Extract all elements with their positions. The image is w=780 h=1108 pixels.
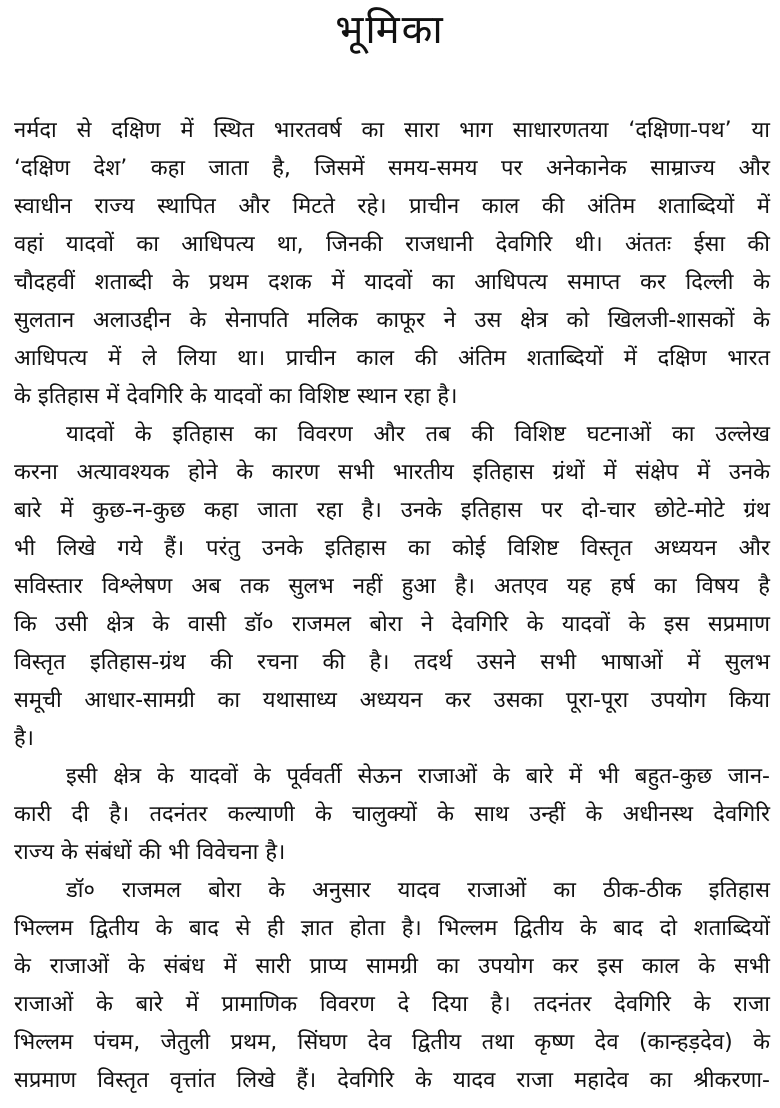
paragraph-1-line: वहां यादवों का आधिपत्य था, जिनकी राजधानी देवगिरि थी। अंततः ईसा की bbox=[14, 232, 770, 257]
paragraph-2-line: समूची आधार-सामग्री का यथासाध्य अध्ययन कर उसका पूरा-पूरा उपयोग किया bbox=[14, 688, 770, 713]
paragraph-1-line: नर्मदा से दक्षिण में स्थित भारतवर्ष का सारा भाग साधारणतया ‘दक्षिणा-पथ’ या bbox=[14, 118, 770, 143]
paragraph-4-line: के राजाओं के संबंध में सारी प्राप्य सामग्री का उपयोग कर इस काल के सभी bbox=[14, 954, 770, 979]
page-title: भूमिका bbox=[335, 7, 445, 53]
paragraph-1-line: आधिपत्य में ले लिया था। प्राचीन काल की अंतिम शताब्दियों में दक्षिण भारत bbox=[14, 346, 770, 371]
paragraph-1-line: स्वाधीन राज्य स्थापित और मिटते रहे। प्राचीन काल की अंतिम शताब्दियों में bbox=[14, 194, 770, 219]
paragraph-4-line: भिल्लम द्वितीय के बाद से ही ज्ञात होता है। भिल्लम द्वितीय के बाद दो शताब्दियों bbox=[14, 916, 770, 941]
document-body bbox=[14, 112, 770, 1100]
paragraph-2-line: विस्तृत इतिहास-ग्रंथ की रचना की है। तदर्थ उसने सभी भाषाओं में सुलभ bbox=[14, 650, 770, 675]
paragraph-2-line: है। bbox=[14, 726, 35, 751]
paragraph-2-line: बारे में कुछ-न-कुछ कहा जाता रहा है। उनके इतिहास पर दो-चार छोटे-मोटे ग्रंथ bbox=[14, 498, 770, 523]
paragraph-1-line: चौदहवीं शताब्दी के प्रथम दशक में यादवों का आधिपत्य समाप्त कर दिल्ली के bbox=[14, 270, 770, 295]
paragraph-2-line: सविस्तार विश्लेषण अब तक सुलभ नहीं हुआ है। अतएव यह हर्ष का विषय है bbox=[14, 574, 770, 599]
paragraph-3-line: कारी दी है। तदनंतर कल्याणी के चालुक्यों के साथ उन्हीं के अधीनस्थ देवगिरि bbox=[14, 802, 770, 827]
paragraph-4-line: डॉ० राजमल बोरा के अनुसार यादव राजाओं का ठीक-ठीक इतिहास bbox=[66, 878, 770, 903]
paragraph-4-line: सप्रमाण विस्तृत वृत्तांत लिखे हैं। देवगिरि के यादव राजा महादेव का श्रीकरणा- bbox=[14, 1068, 770, 1093]
paragraph-3-line: इसी क्षेत्र के यादवों के पूर्ववर्ती सेऊन राजाओं के बारे में भी बहुत-कुछ जान- bbox=[66, 764, 770, 789]
paragraph-2-line: करना अत्यावश्यक होने के कारण सभी भारतीय इतिहास ग्रंथों में संक्षेप में उनके bbox=[14, 460, 770, 485]
paragraph-4-line: भिल्लम पंचम, जेतुली प्रथम, सिंघण देव द्वितीय तथा कृष्ण देव (कान्हड़देव) के bbox=[14, 1030, 770, 1055]
paragraph-1-line: सुलतान अलाउद्दीन के सेनापति मलिक काफूर ने उस क्षेत्र को खिलजी-शासकों के bbox=[14, 308, 770, 333]
paragraph-4-line: राजाओं के बारे में प्रामाणिक विवरण दे दिया है। तदनंतर देवगिरि के राजा bbox=[14, 992, 770, 1017]
paragraph-1-line: के इतिहास में देवगिरि के यादवों का विशिष्ट स्थान रहा है। bbox=[14, 384, 458, 409]
paragraph-2-line: यादवों के इतिहास का विवरण और तब की विशिष्ट घटनाओं का उल्लेख bbox=[66, 422, 770, 447]
paragraph-2-line: भी लिखे गये हैं। परंतु उनके इतिहास का कोई विशिष्ट विस्तृत अध्ययन और bbox=[14, 536, 770, 561]
paragraph-1-line: ‘दक्षिण देश’ कहा जाता है, जिसमें समय-समय पर अनेकानेक साम्राज्य और bbox=[14, 156, 770, 181]
paragraph-3-line: राज्य के संबंधों की भी विवेचना है। bbox=[14, 840, 286, 865]
paragraph-2-line: कि उसी क्षेत्र के वासी डॉ० राजमल बोरा ने देवगिरि के यादवों के इस सप्रमाण bbox=[14, 612, 770, 637]
